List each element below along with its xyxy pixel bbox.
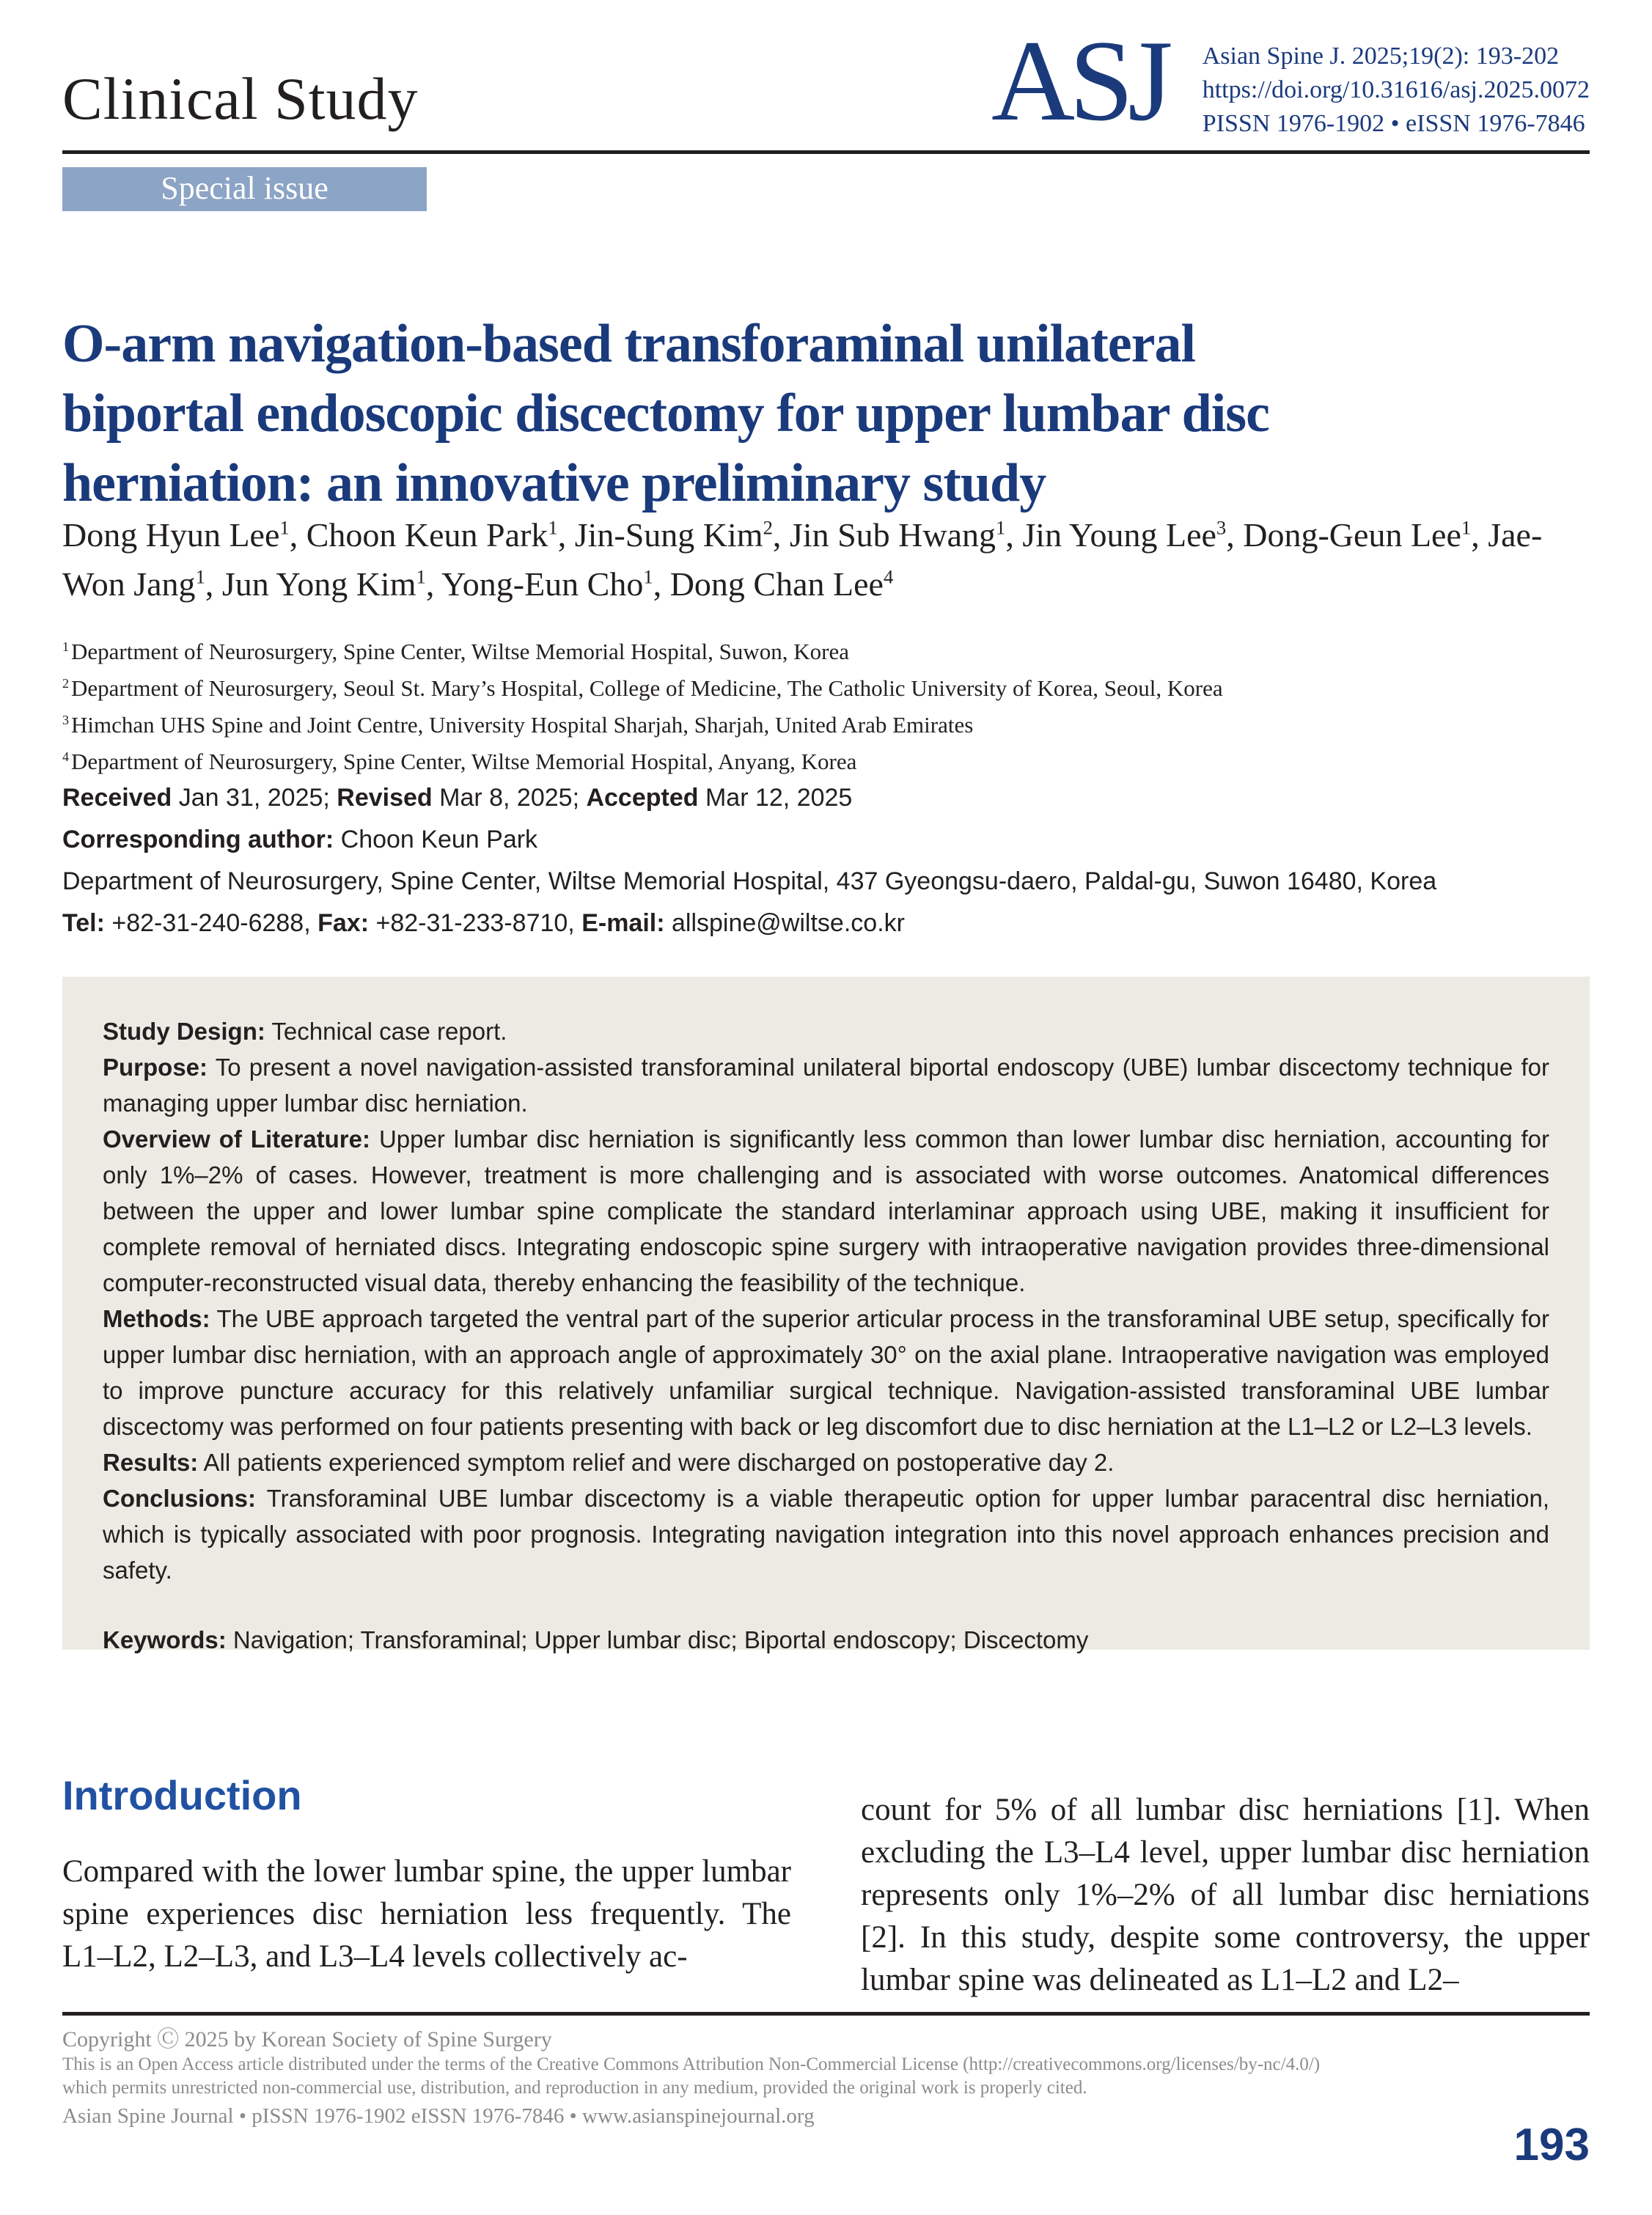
page-footer [62, 2012, 1590, 2130]
abstract-section: Methods: The UBE approach targeted the ventral part of the superior articular process in the transforaminal UBE setup, specifically for upper lumbar disc herniation, with an approach angle of approximately 30° on the axial plane. Intraoperative navigation was employed to improve puncture accuracy for this relatively unfamiliar surgical technique. Navigation-assisted transforaminal UBE lumbar discectomy was performed on four patients presenting with back or leg discomfort due to disc herniation at the L1–L2 or L2–L3 levels. [103, 1305, 1549, 1440]
copyright-line: Copyright Ⓒ 2025 by Korean Society of Spine Surgery [62, 2027, 552, 2051]
abstract-section: Conclusions: Transforaminal UBE lumbar discectomy is a viable therapeutic option for upper lumbar paracentral disc herniation, which is typically associated with poor prognosis. Integrating navigation integration into this novel approach enhances precision and safety. [103, 1485, 1549, 1584]
abstract-section: Purpose: To present a novel navigation-assisted transforaminal unilateral biportal endoscopy (UBE) lumbar discectomy technique for managing upper lumbar disc herniation. [103, 1054, 1549, 1117]
left-column [62, 1774, 791, 2002]
article-title-line: biportal endoscopic discectomy for upper lumbar disc [62, 383, 1269, 444]
meta-contact: Tel: +82-31-240-6288, Fax: +82-31-233-8710, E-mail: allspine@wiltse.co.kr [62, 909, 905, 937]
meta-address: Department of Neurosurgery, Spine Center, Wiltse Memorial Hospital, 437 Gyeongsu-daero, Paldal-gu, Suwon 16480, Korea [62, 867, 1437, 895]
abstract-section: Study Design: Technical case report. [103, 1018, 507, 1045]
doi-link[interactable]: https://doi.org/10.31616/asj.2025.0072 [1202, 76, 1590, 103]
abstract-box [62, 977, 1590, 1653]
meta-dates: Received Jan 31, 2025; Revised Mar 8, 2025; Accepted Mar 12, 2025 [62, 784, 853, 812]
header-divider [62, 150, 1590, 154]
license-line-2: which permits unrestricted non-commercial use, distribution, and reproduction in any medium, provided the original work is properly cited. [62, 2078, 1087, 2098]
article-title [62, 309, 1590, 518]
abstract-section: Results: All patients experienced symptom relief and were discharged on postoperative day 2. [103, 1449, 1115, 1476]
affiliations [62, 633, 1590, 780]
footer-divider [62, 2012, 1590, 2016]
abstract-sections [103, 1013, 1549, 1588]
asj-logo: ASJ [991, 17, 1167, 145]
keywords-line [103, 1622, 1549, 1658]
meta-corresponding-author: Corresponding author: Choon Keun Park [62, 826, 538, 853]
journal-masthead [991, 17, 1590, 145]
intro-paragraph-left: Compared with the lower lumbar spine, the upper lumbar spine experiences disc herniation less frequently. The L1–L2, L2–L3, and L3–L4 levels collectively ac- [62, 1854, 791, 1974]
license-line-1: This is an Open Access article distributed under the terms of the Creative Commons Attribution Non-Commercial License (http://creativecommons.org/licenses/by-nc/4.0/) [62, 2054, 1321, 2074]
body-columns [62, 1774, 1590, 2002]
keywords-text: Navigation; Transforaminal; Upper lumbar disc; Biportal endoscopy; Discectomy [226, 1626, 1089, 1653]
abstract-section: Overview of Literature: Upper lumbar disc herniation is significantly less common than lower lumbar disc herniation, accounting for only 1%–2% of cases. However, treatment is more challenging and is associated with worse outcomes. Anatomical differences between the upper and lower lumbar spine complicate the standard interlaminar approach using UBE, making it insufficient for complete removal of herniated discs. Integrating endoscopic spine surgery with intraoperative navigation provides three-dimensional computer-reconstructed visual data, thereby enhancing the feasibility of the technique. [103, 1125, 1549, 1296]
authors-line: Dong Hyun Lee$^1$, Choon Keun Park$^1$, Jin-Sung Kim$^2$, Jin Sub Hwang$^1$, Jin Young Lee$^3$, Dong-Geun Lee$^1$, Jae-Won Jang$^1$, Jun Yong Kim$^1$, Yong-Eun Cho$^1$, Dong Chan Lee$^4$ [62, 516, 1543, 603]
article-title-line: O-arm navigation-based transforaminal unilateral [62, 313, 1196, 374]
article-type-label: Clinical Study [62, 65, 419, 132]
article-title-line: herniation: an innovative preliminary study [62, 452, 1046, 513]
article-meta [62, 777, 1590, 944]
intro-paragraph-right: count for 5% of all lumbar disc herniations [1]. When excluding the L3–L4 level, upper lumbar disc herniation represents only 1%–2% of all lumbar disc herniations [2]. In this study, despite some controversy, the upper lumbar spine was delineated as L1–L2 and L2– [861, 1793, 1590, 1997]
special-issue-badge: Special issue [62, 167, 427, 211]
keywords-label: Keywords: [103, 1626, 227, 1653]
affiliation-line: $^2$Department of Neurosurgery, Seoul St. Mary’s Hospital, College of Medicine, The Catholic University of Korea, Seoul, Korea [62, 675, 1223, 701]
journal-citation: Asian Spine J. 2025;19(2): 193-202 [1202, 43, 1560, 70]
page-number: 193 [1513, 2120, 1590, 2170]
journal-info [1203, 21, 1590, 141]
journal-footer-line: Asian Spine Journal • pISSN 1976-1902 eISSN 1976-7846 • www.asianspinejournal.org [62, 2104, 815, 2128]
affiliation-line: $^3$Himchan UHS Spine and Joint Centre, University Hospital Sharjah, Sharjah, United Arab Emirates [62, 712, 974, 738]
right-column [861, 1774, 1590, 2002]
journal-issn: PISSN 1976-1902 • eISSN 1976-7846 [1202, 110, 1585, 137]
affiliation-line: $^1$Department of Neurosurgery, Spine Center, Wiltse Memorial Hospital, Suwon, Korea [62, 639, 850, 664]
affiliation-line: $^4$Department of Neurosurgery, Spine Center, Wiltse Memorial Hospital, Anyang, Korea [62, 749, 857, 774]
intro-heading: Introduction [62, 1772, 302, 1818]
